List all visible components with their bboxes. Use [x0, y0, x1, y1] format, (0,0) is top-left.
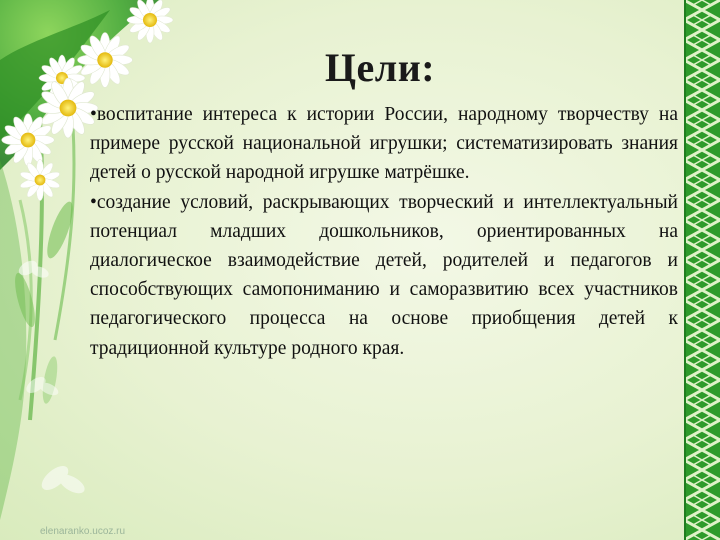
slide-title: Цели: [324, 45, 436, 90]
butterfly-icon [38, 462, 88, 497]
daisy-icon [19, 159, 61, 200]
goals-list [90, 100, 678, 363]
source-watermark: elenaranko.ucoz.ru [40, 526, 126, 537]
goal-bullet-1: •воспитание интереса к истории России, народному творчеству на примере русской национальной игрушки; систематизировать знания детей о русской народной игрушке матрёшке. [90, 104, 678, 184]
lattice-border [684, 0, 720, 540]
goal-bullet-2: •создание условий, раскрывающих творческий и интеллектуальный потенциал младших дошкольников, ориентированных на диалогическое взаимодействие детей, родителей и педагогов и способствующих самопониманию и саморазвитию всех участников педагогического процесса на основе приобщения детей к традиционной культуре родного края. [90, 191, 678, 359]
